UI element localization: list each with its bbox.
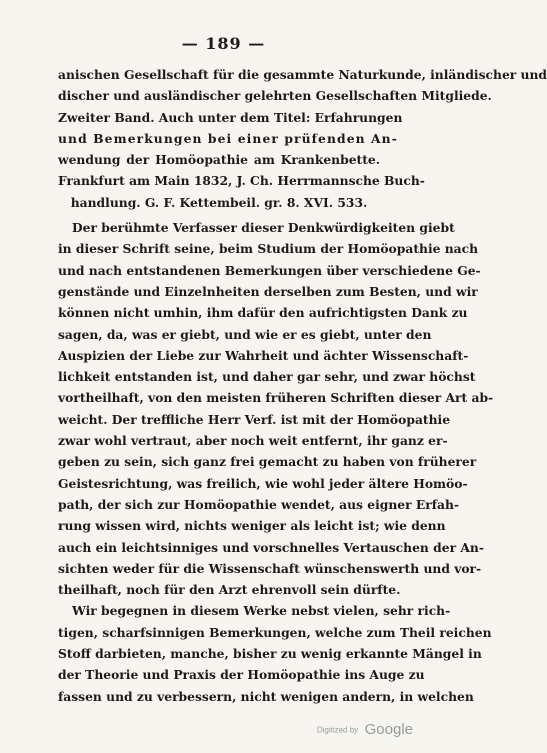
page-header: — 189 —	[181, 34, 266, 53]
text-line: theilhaft, noch für den Arzt ehrenvoll sein dürfte.	[58, 582, 401, 598]
body-text	[58, 64, 547, 707]
text-line: auch ein leichtsinniges und vorschnelles Vertauschen der An-	[58, 539, 484, 555]
text-line: Frankfurt am Main 1832, J. Ch. Herrmannsche Buch-	[58, 173, 425, 189]
text-line: wendung der Homöopathie am Krankenbette.	[58, 152, 380, 168]
watermark-caption: Digitized by	[316, 725, 359, 735]
text-line: discher und ausländischer gelehrten Gesellschaften Mitgliede.	[58, 88, 492, 104]
text-line: Auspizien der Liebe zur Wahrheit und ächter Wissenschaft-	[58, 347, 469, 363]
text-line: lichkeit entstanden ist, und daher gar sehr, und zwar höchst	[58, 369, 476, 385]
continuation-paragraph	[58, 600, 492, 706]
text-line: weicht. Der treffliche Herr Verf. ist mit der Homöopathie	[58, 411, 451, 427]
text-line: genstände und Einzelnheiten derselben zum Besten, und wir	[58, 283, 478, 299]
text-line: Zweiter Band. Auch unter dem Titel: Erfahrungen	[58, 109, 403, 125]
text-line: in dieser Schrift seine, beim Studium der Homöopathie nach	[58, 241, 479, 257]
text-line: handlung. G. F. Kettembeil. gr. 8. XVI. 533.	[70, 194, 368, 210]
text-line: und nach entstandenen Bemerkungen über verschiedene Ge-	[58, 262, 481, 278]
text-line: geben zu sein, sich ganz frei gemacht zu haben von früherer	[58, 454, 477, 470]
digitized-by-watermark	[317, 721, 413, 739]
text-line: fassen und zu verbessern, nicht wenigen andern, in welchen	[58, 688, 474, 704]
text-line: Stoff darbieten, manche, bisher zu wenig erkannte Mängel in	[58, 646, 482, 662]
bibliography-paragraph	[58, 64, 547, 213]
text-line: sichten weder für die Wissenschaft wünschenswerth und vor-	[58, 560, 482, 576]
text-line: Wir begegnen in diesem Werke nebst vielen, sehr rich-	[72, 603, 451, 619]
text-line: Der berühmte Verfasser dieser Denkwürdigkeiten giebt	[72, 220, 455, 236]
text-line: vortheilhaft, von den meisten früheren Schriften dieser Art ab-	[58, 390, 494, 406]
review-paragraph	[58, 217, 494, 600]
google-logo-text: Google	[364, 721, 413, 739]
text-line: anischen Gesellschaft für die gesammte Naturkunde, inländischer und	[58, 67, 547, 82]
text-line: der Theorie und Praxis der Homöopathie ins Auge zu	[58, 667, 425, 683]
text-line: Geistesrichtung, was freilich, wie wohl jeder ältere Homöo-	[58, 475, 468, 491]
text-line: und Bemerkungen bei einer prüfenden An-	[58, 130, 398, 146]
text-line: path, der sich zur Homöopathie wendet, aus eigner Erfah-	[58, 496, 460, 512]
text-line: sagen, da, was er giebt, und wie er es giebt, unter den	[58, 326, 432, 342]
text-line: tigen, scharfsinnigen Bemerkungen, welche zum Theil reichen	[58, 624, 492, 640]
text-line: können nicht umhin, ihm dafür den aufrichtigsten Dank zu	[58, 305, 468, 321]
text-line: rung wissen wird, nichts weniger als leicht ist; wie denn	[58, 518, 446, 534]
text-line: zwar wohl vertraut, aber noch weit entfernt, ihr ganz er-	[58, 433, 448, 449]
